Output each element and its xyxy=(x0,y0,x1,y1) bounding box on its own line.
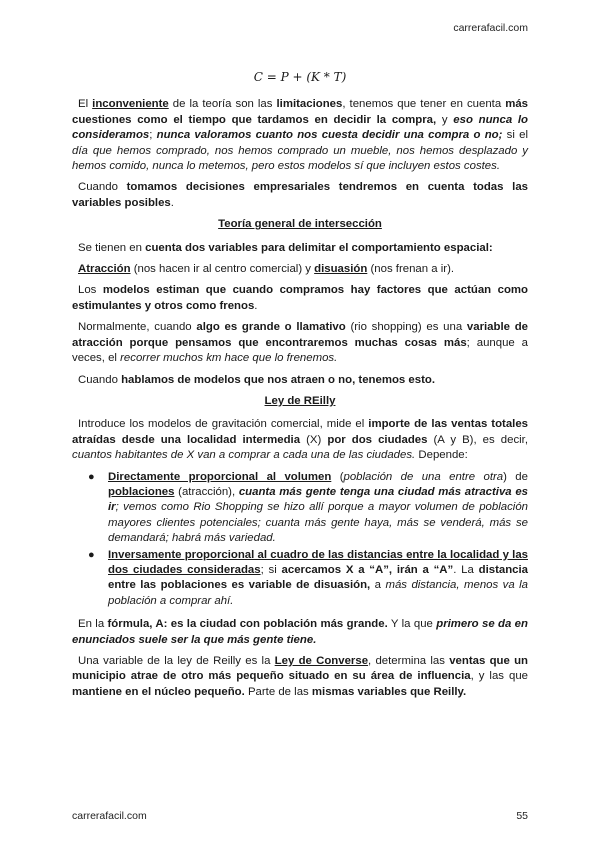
footer-site: carrerafacil.com xyxy=(72,810,147,822)
section-title-reilly: Ley de REilly xyxy=(264,394,336,407)
bullet-list xyxy=(72,470,528,610)
paragraph-formula: En la fórmula, A: es la ciudad con población más grande. Y la que primero se da en enunciados suele ser la que más gente tiene. xyxy=(72,618,528,646)
formula: C = P + (K * T) xyxy=(253,70,347,84)
paragraph-atraccion-disuasion: Atracción (nos hacen ir al centro comercial) y disuasión (nos frenan a ir). xyxy=(78,263,455,276)
paragraph-modelos: Los modelos estiman que cuando compramos hay factores que actúan como estimulantes y otros como frenos. xyxy=(72,284,529,312)
paragraph-converse: Una variable de la ley de Reilly es la Ley de Converse, determina las ventas que un municipio atrae de otro más pequeño situado en su área de influencia, y las que mantiene en el núcleo pequeño. Parte de las mismas variables que Reilly. xyxy=(72,655,529,698)
paragraph-introduce: Introduce los modelos de gravitación comercial, mide el importe de las ventas totales atraídas desde una localidad intermedia (X) por dos ciudades (A y B), es decir, cuantos habitantes de X van a comprar a cada una de las ciudades. Depende: xyxy=(72,418,528,462)
bullet-icon: ● xyxy=(88,470,95,483)
bullet-item: ● Inversamente proporcional al cuadro de las distancias entre la localidad y las dos ciudades consideradas; si acercamos X a “A”, irán a “A”. La distancia entre las poblaciones es variable de disuasión, a más distancia, menos va la población a comprar ahí. xyxy=(88,548,528,607)
paragraph-variables: Se tienen en cuenta dos variables para delimitar el comportamiento espacial: xyxy=(78,241,493,254)
bullet-item: ● Directamente proporcional al volumen (población de una entre otra) de poblaciones (atracción), cuanta más gente tenga una ciudad más atractiva es ir; vemos como Rio Shopping se hizo allí porque a mayor volumen de población mayores clientes potenciales; cuanta más gente haya, más se venderá, más se demandará; habrá más variedad. xyxy=(88,470,528,545)
bullet-icon: ● xyxy=(88,548,95,561)
paragraph-decisiones: Cuando tomamos decisiones empresariales tendremos en cuenta todas las variables posibles. xyxy=(72,181,528,209)
paragraph-normalmente: Normalmente, cuando algo es grande o llamativo (rio shopping) es una variable de atracción porque pensamos que encontraremos muchas cosas más; aunque a veces, el recorrer muchos km hace que lo frenemos. xyxy=(72,321,528,365)
page-content xyxy=(72,68,528,706)
section-title-interseccion: Teoría general de intersección xyxy=(218,218,382,231)
paragraph-inconveniente: El inconveniente de la teoría son las limitaciones, tenemos que tener en cuenta más cuestiones como el tiempo que tardamos en decidir la compra, y eso nunca lo consideramos; nunca valoramos cuanto nos cuesta decidir una compra o no; si el día que hemos comprado, nos hemos comprado un mueble, nos hemos desplazado y hemos comido, nunca lo metemos, pero estos modelos sí que incluyen estos costes. xyxy=(72,98,529,173)
page-number: 55 xyxy=(516,810,528,822)
paragraph-hablamos: Cuando hablamos de modelos que nos atraen o no, tenemos esto. xyxy=(78,373,436,386)
header-site: carrerafacil.com xyxy=(453,22,528,34)
